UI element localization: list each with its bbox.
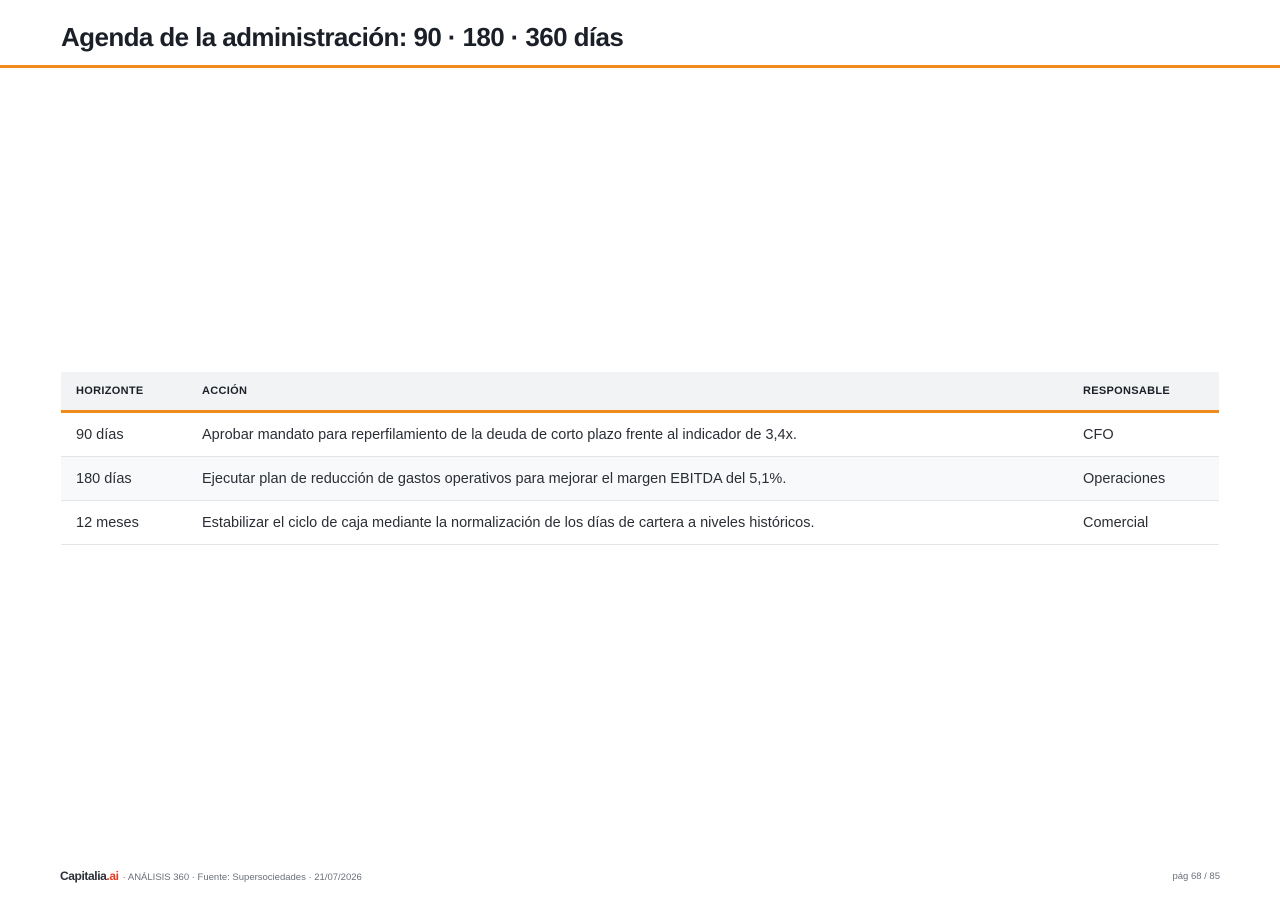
brand-name: Capitalia	[60, 869, 107, 883]
brand-logo	[60, 869, 119, 883]
footer-info	[60, 869, 362, 883]
page-title: Agenda de la administración: 90 · 180 · 360 días	[61, 22, 624, 52]
brand-suffix: .ai	[106, 869, 119, 883]
cell-responsable: Operaciones	[1068, 457, 1219, 501]
column-header-horizonte: HORIZONTE	[61, 372, 187, 412]
table-row	[61, 412, 1219, 457]
cell-accion: Estabilizar el ciclo de caja mediante la normalización de los días de cartera a niveles históricos.	[187, 501, 1068, 545]
agenda-table	[61, 372, 1219, 545]
agenda-table-container	[61, 372, 1219, 545]
cell-responsable: Comercial	[1068, 501, 1219, 545]
table-header-row	[61, 372, 1219, 412]
cell-responsable: CFO	[1068, 412, 1219, 457]
column-header-accion: ACCIÓN	[187, 372, 1068, 412]
table-row	[61, 501, 1219, 545]
cell-accion: Ejecutar plan de reducción de gastos operativos para mejorar el margen EBITDA del 5,1%.	[187, 457, 1068, 501]
page-number: pág 68 / 85	[1172, 871, 1220, 882]
cell-horizonte: 90 días	[61, 412, 187, 457]
table-header	[61, 372, 1219, 412]
page-footer	[60, 869, 1220, 885]
table-body	[61, 412, 1219, 545]
cell-horizonte: 12 meses	[61, 501, 187, 545]
cell-accion: Aprobar mandato para reperfilamiento de la deuda de corto plazo frente al indicador de 3,4x.	[187, 412, 1068, 457]
table-row	[61, 457, 1219, 501]
page-header	[0, 0, 1280, 68]
footer-meta: · ANÁLISIS 360 · Fuente: Supersociedades · 21/07/2026	[122, 872, 362, 883]
column-header-responsable: RESPONSABLE	[1068, 372, 1219, 412]
cell-horizonte: 180 días	[61, 457, 187, 501]
